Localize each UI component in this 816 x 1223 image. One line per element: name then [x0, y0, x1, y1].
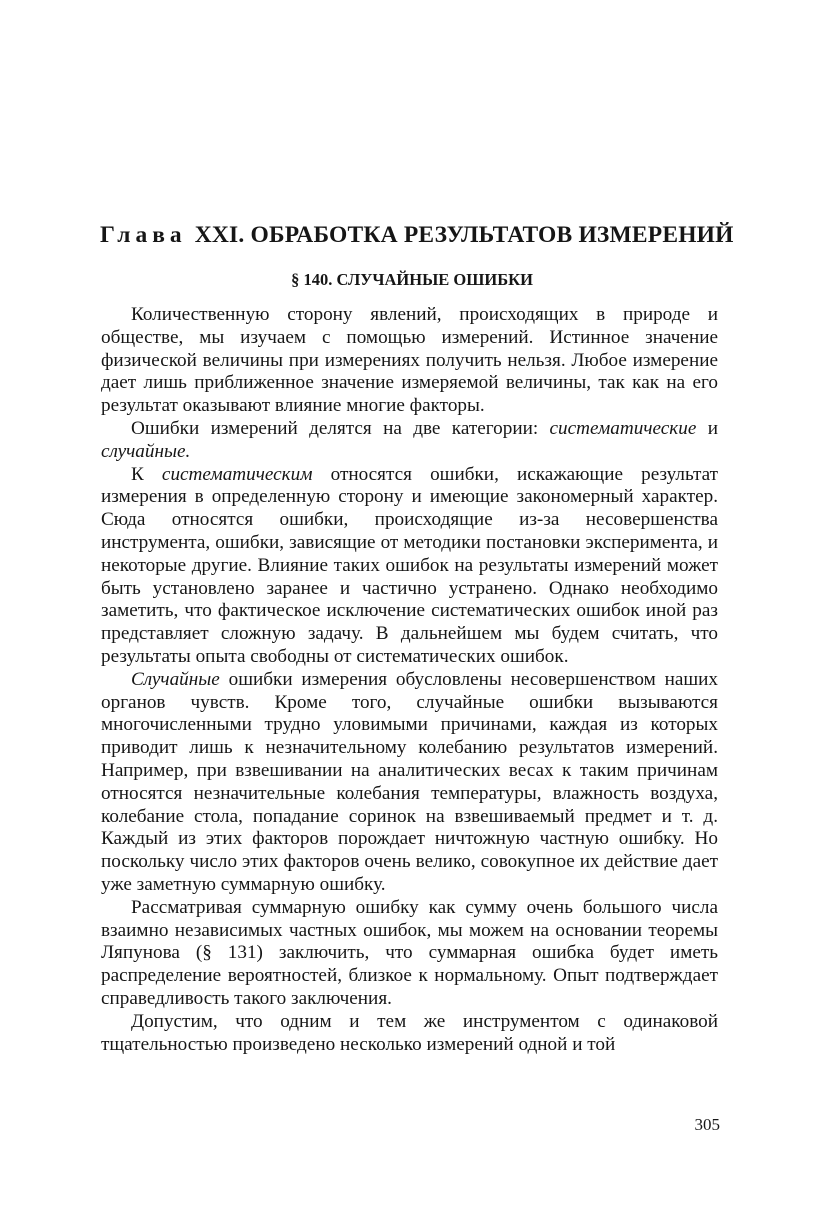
chapter-label: Глава	[100, 222, 187, 248]
paragraph-4	[101, 669, 718, 897]
body-text	[101, 304, 718, 1056]
section-title: § 140. СЛУЧАЙНЫЕ ОШИБКИ	[291, 270, 533, 289]
paragraph-1: Количественную сторону явлений, происходящих в природе и обществе, мы изучаем с помощью измерений. Истинное значение физической величины при измерениях получить нельзя. Любое измерение дает лишь приближенное значение измеряемой величины, так как на его результат оказывают влияние многие факторы.	[101, 304, 718, 417]
term-random: случайные.	[101, 440, 191, 462]
term-systematic: систематические	[549, 417, 697, 439]
paragraph-3	[101, 464, 718, 669]
paragraph-2	[101, 418, 718, 464]
paragraph-6: Допустим, что одним и тем же инструментом с одинаковой тщательностью произведено несколько измерений одной и той	[101, 1010, 718, 1055]
chapter-title	[100, 222, 734, 249]
paragraph-3-text-rest: относятся ошибки, искажающие результат измерения в определенную сторону и имеющие закономерный характер. Сюда относятся ошибки, происходящие из-за несовершенства инструмента, ошибки, зависящие от методики постановки эксперимента, и некоторые другие. Влияние таких ошибок на результаты измерений может быть установлено заранее и частично устранено. Однако необходимо заметить, что фактическое исключение систематических ошибок иной раз представляет сложную задачу. В дальнейшем мы будем считать, что результаты опыта свободны от систематических ошибок.	[101, 463, 718, 667]
paragraph-2-text-mid: и	[696, 417, 718, 439]
paragraph-4-text-rest: ошибки измерения обусловлены несовершенством наших органов чувств. Кроме того, случайные ошибки вызываются многочисленными трудно уловимыми причинами, каждая из которых приводит лишь к незначительному колебанию результатов измерений. Например, при взвешивании на аналитических весах к таким причинам относятся незначительные колебания температуры, влажность воздуха, колебание стола, попадание соринок на взвешиваемый предмет и т. д. Каждый из этих факторов порождает ничтожную частную ошибку. Но поскольку число этих факторов очень велико, совокупное их действие дает уже заметную суммарную ошибку.	[101, 668, 718, 895]
page-number: 305	[694, 1115, 720, 1134]
paragraph-3-text-start: К	[131, 463, 162, 485]
paragraph-2-text-start: Ошибки измерений делятся на две категории:	[131, 417, 550, 439]
paragraph-5: Рассматривая суммарную ошибку как сумму очень большого числа взаимно независимых частных ошибок, мы можем на основании теоремы Ляпунова (§ 131) заключить, что суммарная ошибка будет иметь распределение вероятностей, близкое к нормальному. Опыт подтверждает справедливость такого заключения.	[101, 896, 718, 1009]
chapter-title-text: XXI. ОБРАБОТКА РЕЗУЛЬТАТОВ ИЗМЕРЕНИЙ	[194, 222, 734, 248]
term-systematic-dative: систематическим	[161, 463, 313, 485]
term-random-capitalized: Случайные	[131, 668, 220, 690]
